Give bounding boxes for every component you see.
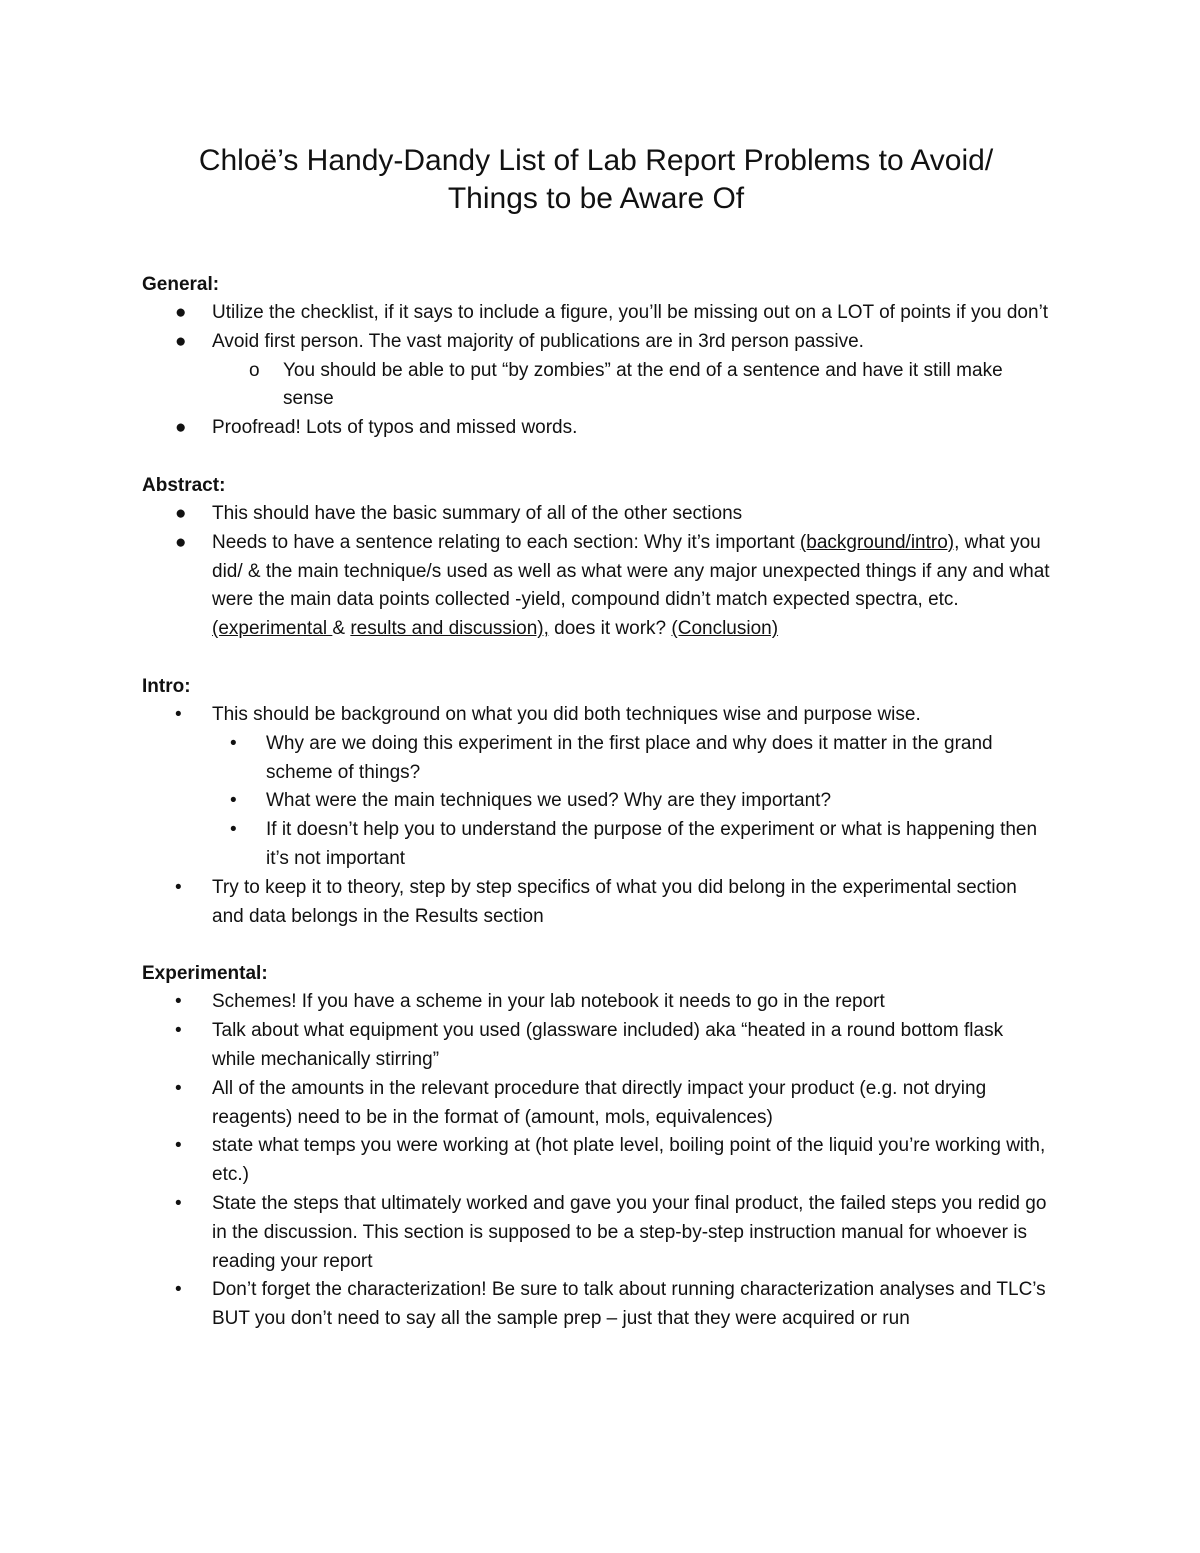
bullet-icon: ●	[175, 417, 187, 439]
list-item	[142, 299, 1050, 328]
general-list	[142, 299, 1050, 443]
underlined-text: results and discussion),	[350, 618, 549, 640]
list-item	[142, 874, 1050, 932]
hollow-bullet-icon: o	[249, 359, 260, 381]
list-item-text: Schemes! If you have a scheme in your lab notebook it needs to go in the report	[212, 991, 885, 1013]
list-item-text: Talk about what equipment you used (glassware included) aka “heated in a round bottom flask while mechanically stirring”	[212, 1020, 1004, 1070]
document-title	[142, 142, 1050, 218]
section-intro	[142, 672, 1050, 931]
bullet-icon: ●	[175, 330, 187, 352]
list-item	[142, 701, 1050, 730]
bullet-icon: ●	[175, 302, 187, 323]
text-run: Needs to have a sentence relating to each section: Why it’s important	[212, 531, 800, 553]
bullet-icon: •	[175, 1077, 182, 1099]
intro-list	[142, 701, 1050, 931]
section-heading-general: General:	[142, 274, 220, 295]
list-item	[142, 1132, 1050, 1190]
list-item-text	[212, 532, 1050, 639]
list-item-text: Proofread! Lots of typos and missed words.	[212, 417, 578, 439]
list-item	[142, 1017, 1050, 1075]
list-item	[142, 414, 1050, 443]
bullet-icon: ●	[175, 531, 187, 553]
section-experimental	[142, 959, 1050, 1334]
sub-list-item	[142, 730, 1050, 788]
sub-list-item	[142, 357, 1050, 415]
section-heading-experimental: Experimental:	[142, 963, 268, 985]
section-general	[142, 270, 1050, 443]
sub-list-item	[142, 787, 1050, 816]
title-line-2: Things to be Aware Of	[447, 182, 745, 215]
underlined-text: (experimental	[212, 618, 333, 640]
text-run: does it work?	[548, 618, 672, 640]
bullet-icon: •	[230, 790, 237, 812]
list-item-text: Avoid first person. The vast majority of publications are in 3rd person passive.	[212, 330, 864, 352]
bullet-icon: •	[175, 1020, 182, 1042]
text-run: &	[332, 618, 351, 640]
underlined-text: (background/intro),	[799, 531, 960, 553]
list-item-text: You should be able to put “by zombies” at the end of a sentence and have it still make sense	[283, 359, 1003, 410]
underlined-text: (Conclusion)	[671, 618, 779, 640]
list-item	[142, 988, 1050, 1017]
list-item-text: This should have the basic summary of all of the other sections	[212, 502, 743, 524]
list-item-text: State the steps that ultimately worked and gave you your final product, the failed steps you redid go in the discussion. This section is supposed to be a step-by-step instruction manual for whoever is reading your report	[212, 1192, 1047, 1272]
bullet-icon: •	[175, 1192, 182, 1214]
experimental-list	[142, 988, 1050, 1334]
title-line-1: Chloë’s Handy-Dandy List of Lab Report Problems to Avoid/	[198, 144, 994, 177]
list-item-text: All of the amounts in the relevant procedure that directly impact your product (e.g. not drying reagents) need to be in the format of (amount, mols, equivalences)	[212, 1077, 987, 1128]
list-item-text: Don’t forget the characterization! Be sure to talk about running characterization analyses and TLC’s BUT you don’t need to say all the sample prep – just that they were acquired or run	[212, 1279, 1046, 1330]
bullet-icon: •	[175, 876, 182, 898]
list-item-text: state what temps you were working at (hot plate level, boiling point of the liquid you’re working with, etc.)	[212, 1135, 1046, 1186]
list-item	[142, 529, 1050, 644]
list-item-text: What were the main techniques we used? Why are they important?	[266, 790, 832, 812]
list-item-text: Utilize the checklist, if it says to include a figure, you’ll be missing out on a LOT of points if you don’t	[212, 302, 1049, 323]
list-item-text: This should be background on what you did both techniques wise and purpose wise.	[212, 703, 921, 725]
list-item	[142, 1075, 1050, 1133]
section-heading-abstract: Abstract:	[142, 474, 226, 496]
section-heading-intro: Intro:	[142, 675, 191, 697]
bullet-icon: •	[175, 1279, 182, 1301]
list-item-text: If it doesn’t help you to understand the purpose of the experiment or what is happening then it’s not important	[266, 819, 1038, 869]
list-item-text: Why are we doing this experiment in the first place and why does it matter in the grand scheme of things?	[266, 732, 993, 783]
abstract-list	[142, 500, 1050, 644]
bullet-icon: •	[230, 819, 237, 841]
bullet-icon: •	[230, 732, 237, 754]
list-item-text: Try to keep it to theory, step by step specifics of what you did belong in the experimental section and data belongs in the Results section	[212, 876, 1017, 927]
list-item	[142, 1276, 1050, 1334]
list-item	[142, 328, 1050, 357]
text-run: what you did/ & the main technique/s used as well as what were any major unexpected things if any and what were the main data points collected -yield, compound didn’t match expected spectra, etc.	[212, 531, 1050, 611]
list-item	[142, 500, 1050, 529]
bullet-icon: ●	[175, 502, 187, 524]
bullet-icon: •	[175, 703, 182, 725]
section-abstract	[142, 471, 1050, 644]
sub-list-item	[142, 816, 1050, 874]
bullet-icon: •	[175, 1135, 182, 1157]
bullet-icon: •	[175, 991, 182, 1013]
list-item	[142, 1190, 1050, 1276]
